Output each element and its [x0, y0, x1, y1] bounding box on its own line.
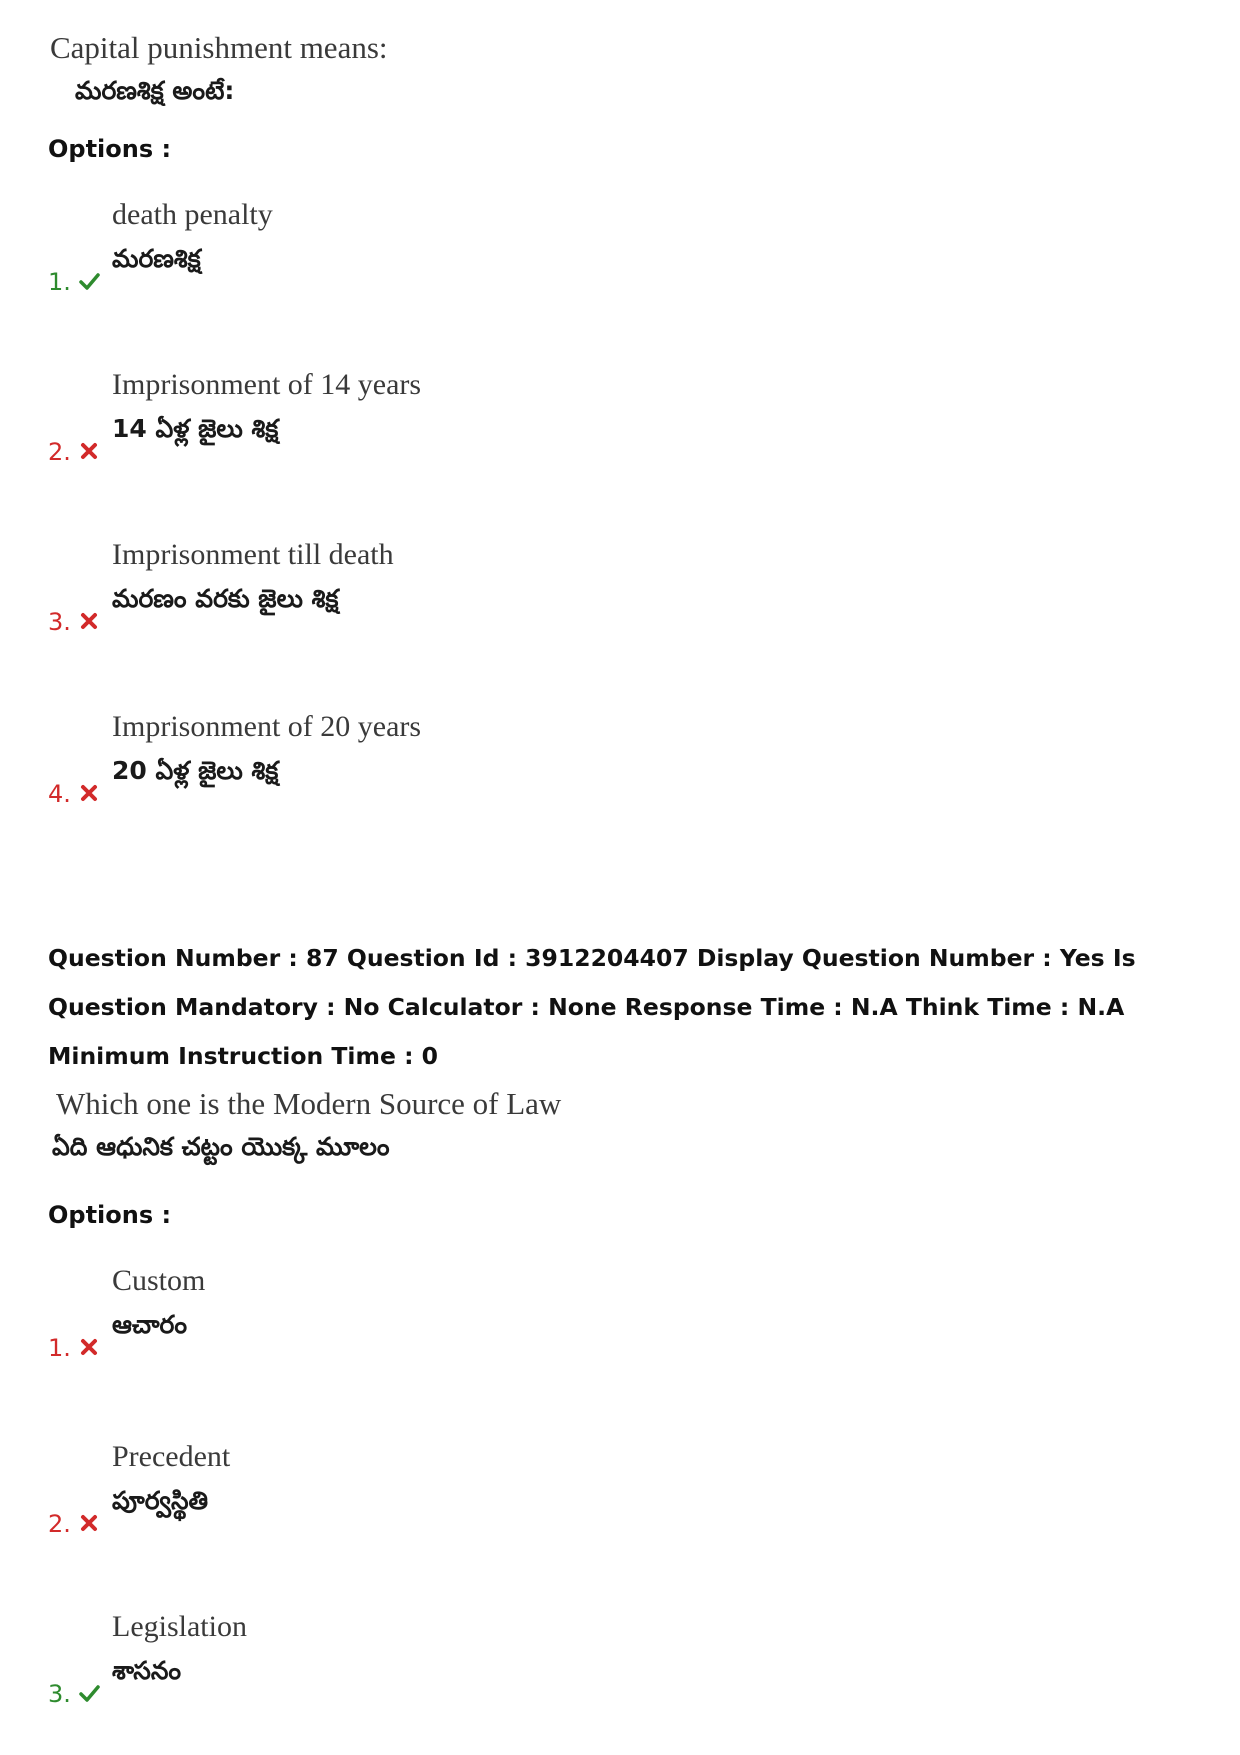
question-text-en: Capital punishment means: — [50, 30, 388, 65]
question-text-te: ఏది ఆధునిక చట్టం యొక్క మూలం — [52, 1132, 390, 1161]
question-metadata: Question Number : 87 Question Id : 3912204407 Display Question Number : Yes Is Question Mandatory : No Calculator : None Response Time : N.A Think Time : N.A Minimum Instruction Time : 0 — [48, 944, 1136, 1070]
option-item — [0, 1262, 1240, 1372]
question-text-en: Which one is the Modern Source of Law — [56, 1086, 562, 1121]
option-item — [0, 1608, 1240, 1718]
cross-icon — [78, 782, 100, 804]
check-icon — [78, 1682, 100, 1704]
option-item — [0, 366, 1240, 476]
option-text-en: Imprisonment of 14 years — [112, 368, 422, 401]
option-text-en: Imprisonment till death — [112, 538, 394, 571]
option-number: 2. — [48, 438, 71, 466]
question-text-te: మరణశిక్ష అంటే: — [75, 76, 235, 105]
option-number: 3. — [48, 608, 71, 636]
cross-icon — [78, 440, 100, 462]
option-text-en: Legislation — [112, 1610, 247, 1643]
option-text-en: death penalty — [112, 198, 273, 231]
option-item — [0, 536, 1240, 646]
option-text-en: Custom — [112, 1264, 206, 1297]
check-icon — [78, 270, 100, 292]
cross-icon — [78, 610, 100, 632]
option-text-te: మరణం వరకు జైలు శిక్ష — [112, 584, 339, 613]
option-item — [0, 1438, 1240, 1548]
option-text-te: మరణశిక్ష — [112, 244, 201, 273]
option-item — [0, 196, 1240, 306]
option-number: 3. — [48, 1680, 71, 1708]
option-number: 4. — [48, 780, 71, 808]
option-text-te: 20 ఏళ్ల జైలు శిక్ష — [112, 756, 279, 785]
option-text-en: Imprisonment of 20 years — [112, 710, 422, 743]
options-label: Options : — [48, 1201, 172, 1229]
option-text-te: ఆచారం — [112, 1310, 188, 1339]
option-text-te: పూర్వస్థితి — [112, 1486, 209, 1515]
option-item — [0, 708, 1240, 818]
cross-icon — [78, 1336, 100, 1358]
option-text-en: Precedent — [112, 1440, 231, 1473]
option-number: 1. — [48, 1334, 71, 1362]
option-number: 1. — [48, 268, 71, 296]
option-number: 2. — [48, 1510, 71, 1538]
option-text-te: 14 ఏళ్ల జైలు శిక్ష — [112, 414, 279, 443]
options-label: Options : — [48, 135, 172, 163]
option-text-te: శాసనం — [112, 1656, 182, 1685]
cross-icon — [78, 1512, 100, 1534]
